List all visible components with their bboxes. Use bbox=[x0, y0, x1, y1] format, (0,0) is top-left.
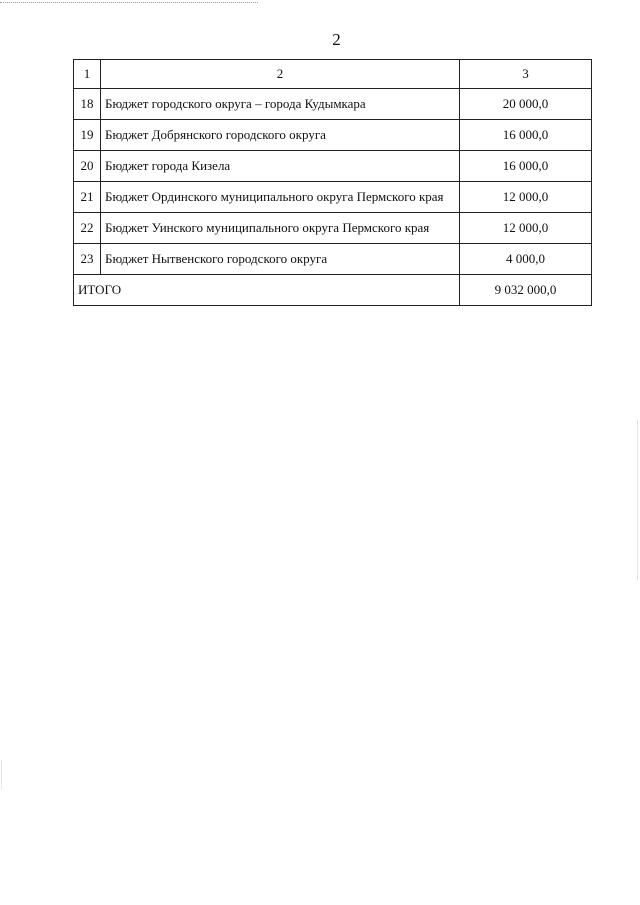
scan-edge-mark bbox=[1, 760, 2, 790]
table-row bbox=[74, 244, 592, 275]
row-number: 22 bbox=[74, 213, 101, 244]
table-row bbox=[74, 89, 592, 120]
row-name: Бюджет Нытвенского городского округа bbox=[101, 244, 460, 275]
row-value: 20 000,0 bbox=[460, 89, 592, 120]
scan-edge-mark bbox=[637, 420, 638, 580]
row-name: Бюджет города Кизела bbox=[101, 151, 460, 182]
row-name: Бюджет городского округа – города Кудымкара bbox=[101, 89, 460, 120]
row-value: 12 000,0 bbox=[460, 182, 592, 213]
table-row bbox=[74, 151, 592, 182]
row-value: 4 000,0 bbox=[460, 244, 592, 275]
budget-table bbox=[73, 59, 592, 306]
page-number: 2 bbox=[332, 30, 341, 49]
row-name: Бюджет Уинского муниципального округа Пермского края bbox=[101, 213, 460, 244]
row-number: 19 bbox=[74, 120, 101, 151]
row-value: 16 000,0 bbox=[460, 151, 592, 182]
header-col-3: 3 bbox=[460, 60, 592, 89]
row-value: 12 000,0 bbox=[460, 213, 592, 244]
row-value: 16 000,0 bbox=[460, 120, 592, 151]
row-name: Бюджет Добрянского городского округа bbox=[101, 120, 460, 151]
total-label: ИТОГО bbox=[74, 275, 460, 306]
row-number: 21 bbox=[74, 182, 101, 213]
table-row bbox=[74, 213, 592, 244]
header-col-2: 2 bbox=[101, 60, 460, 89]
table-header-row bbox=[74, 60, 592, 89]
scan-top-line bbox=[0, 2, 258, 3]
row-name: Бюджет Ординского муниципального округа Пермского края bbox=[101, 182, 460, 213]
table-total-row bbox=[74, 275, 592, 306]
header-col-1: 1 bbox=[74, 60, 101, 89]
table-row bbox=[74, 182, 592, 213]
row-number: 18 bbox=[74, 89, 101, 120]
table-row bbox=[74, 120, 592, 151]
row-number: 23 bbox=[74, 244, 101, 275]
row-number: 20 bbox=[74, 151, 101, 182]
total-value: 9 032 000,0 bbox=[460, 275, 592, 306]
